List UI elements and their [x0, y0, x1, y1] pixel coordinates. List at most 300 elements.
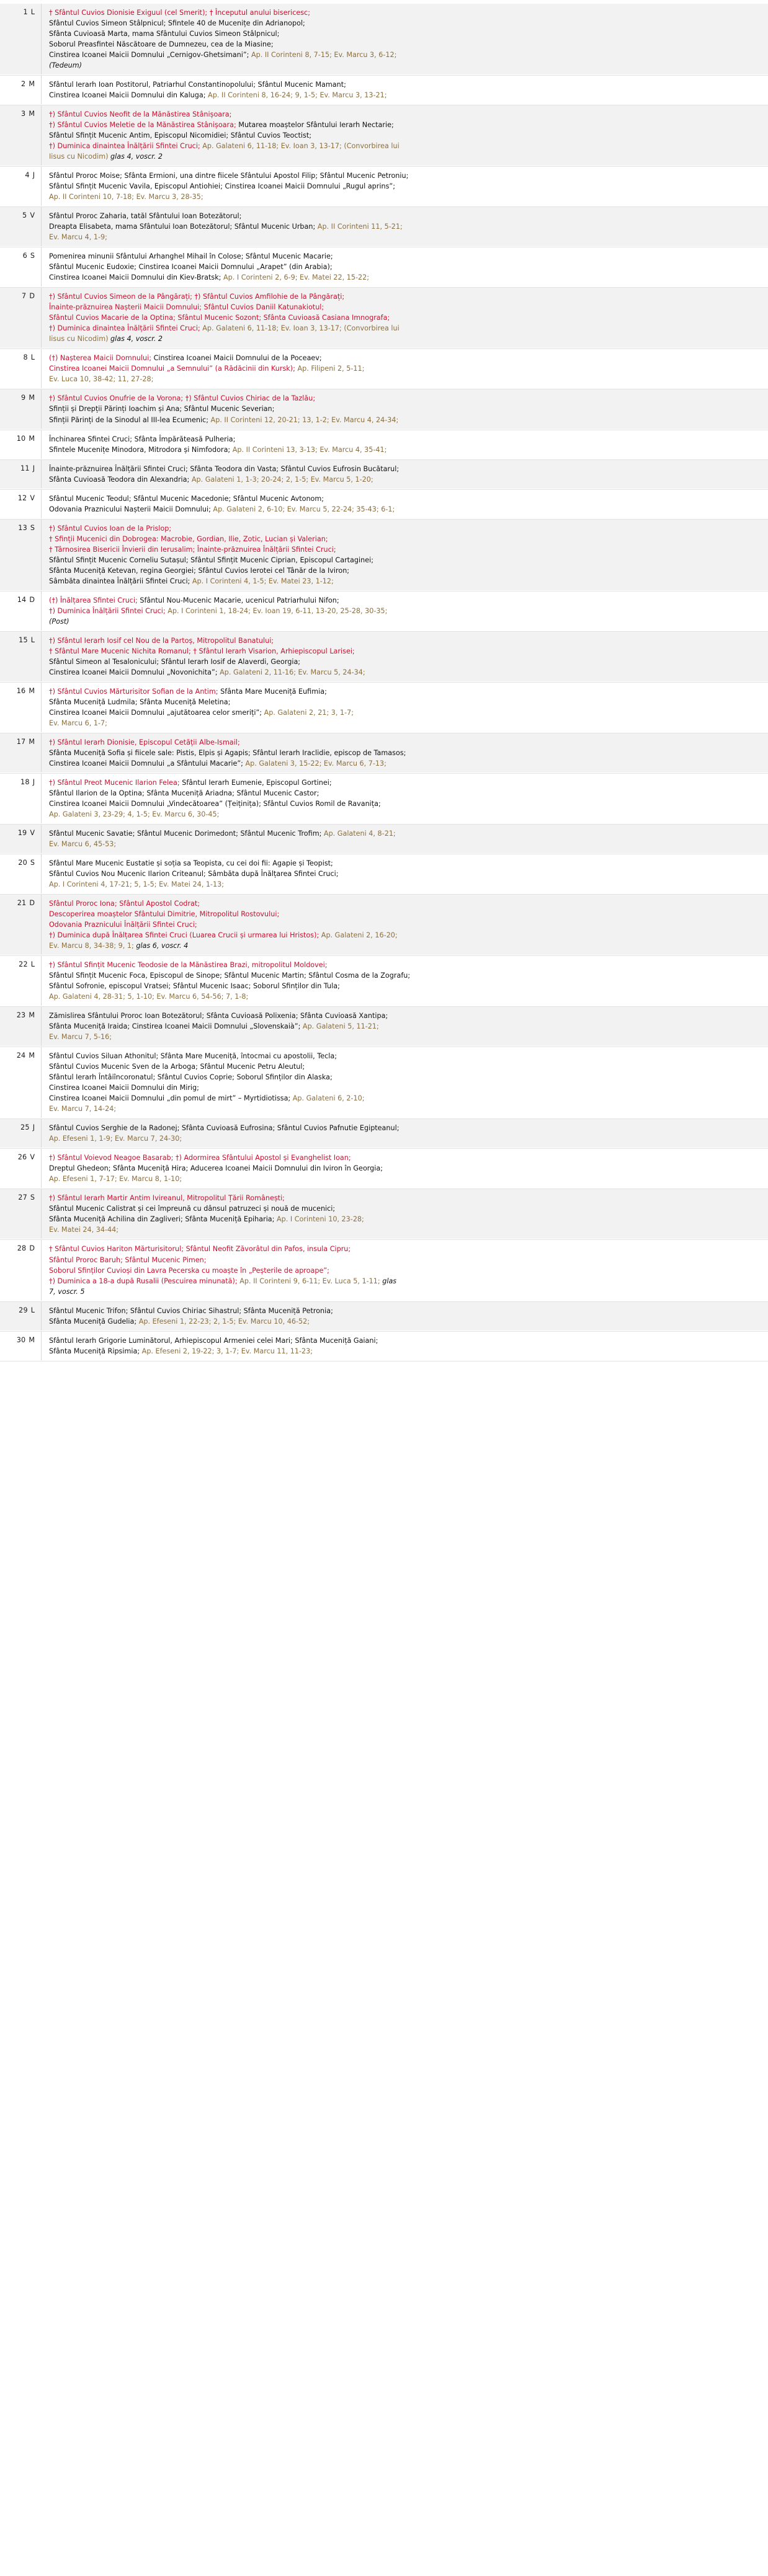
entry-line — [49, 646, 761, 657]
entry-segment: †) Duminica Înălțării Sfintei Cruci; — [49, 606, 166, 615]
day-cell — [0, 459, 42, 489]
day-entry-text — [42, 105, 768, 166]
entry-segment: † Sfântul Cuvios Dionisie Exiguul (cel Smerit); † Începutul anului bisericesc; — [49, 9, 310, 17]
entry-segment: glas 4, voscr. 2 — [108, 335, 163, 343]
entry-segment: (†) Nașterea Maicii Domnului; — [49, 354, 152, 363]
day-entry-text — [42, 956, 768, 1006]
entry-segment: Sfântul Ierarh Eumenie, Episcopul Gortinei; — [179, 778, 332, 787]
entry-line — [49, 718, 761, 728]
entry-line — [49, 1174, 761, 1184]
day-cell — [0, 895, 42, 955]
entry-segment: Sfântul Sfințit Mucenic Vavila, Episcopul Antiohiei; Cinstirea Icoanei Maicii Domnului „Rugul aprins”; — [49, 182, 395, 191]
entry-segment: Ap. Galateni 6, 11-18; Ev. Ioan 3, 13-17; (Convorbirea lui — [200, 142, 400, 151]
entry-segment: Sfânta Muceniță Iraida; Cinstirea Icoanei Maicii Domnului „Slovenskaià”; — [49, 1022, 301, 1031]
entry-segment: Înainte-prăznuirea Înălțării Sfintei Cruci; Sfânta Teodora din Vasta; Sfântul Cuvios Eufrosin Bucătarul; — [49, 464, 400, 473]
entry-line — [49, 565, 761, 576]
day-number: 4 — [25, 171, 30, 180]
entry-segment: † Sfântul Mare Mucenic Nichita Romanul; † Sfântul Ierarh Visarion, Arhiepiscopul Larisei; — [49, 647, 355, 655]
entry-line — [49, 606, 761, 616]
entry-line — [49, 504, 761, 515]
entry-segment: Sfânta Muceniță Gudelia; — [49, 1317, 137, 1326]
entry-segment: Ap. I Corinteni 2, 6-9; Ev. Matei 22, 15-22; — [221, 273, 370, 282]
day-letter: J — [32, 464, 35, 472]
entry-line — [49, 544, 761, 555]
day-entry-text — [42, 349, 768, 389]
entry-segment: Ap. Galateni 2, 11-16; Ev. Marcu 5, 24-34; — [217, 668, 365, 676]
entry-line — [49, 404, 761, 414]
calendar-day-row — [0, 207, 768, 247]
day-entry-text — [42, 489, 768, 518]
day-entry-text — [42, 1189, 768, 1239]
entry-segment: Ap. I Corinteni 4, 1-5; Ev. Matei 23, 1-12; — [190, 577, 334, 585]
day-cell — [0, 1149, 42, 1188]
day-number: 20 — [18, 859, 27, 867]
entry-segment: †) Sfântul Cuvios Simeon de la Pângărați; †) Sfântul Cuvios Amfilohie de la Pângărați; — [49, 293, 345, 301]
calendar-day-row — [0, 854, 768, 894]
entry-line — [49, 232, 761, 242]
entry-line — [49, 828, 761, 839]
calendar-body — [0, 4, 768, 1361]
day-cell — [0, 519, 42, 590]
entry-segment: †) Sfântul Cuvios Onufrie de la Vorona; †) Sfântul Cuvios Chiriac de la Tazlău; — [49, 394, 316, 403]
calendar-day-row — [0, 389, 768, 429]
entry-line — [49, 809, 761, 820]
entry-segment: Sfântul Cuvios Serghie de la Radonej; Sfânta Cuvioasă Eufrosina; Sfântul Cuvios Pafnutie Egipteanul; — [49, 1124, 400, 1133]
day-entry-text — [42, 773, 768, 823]
entry-line — [49, 120, 761, 130]
day-letter: V — [30, 211, 35, 220]
entry-line — [49, 291, 761, 302]
day-letter: L — [30, 960, 35, 969]
entry-line — [49, 494, 761, 504]
calendar-day-row — [0, 4, 768, 74]
entry-line — [49, 1163, 761, 1174]
day-cell — [0, 167, 42, 206]
entry-segment: Iisus cu Nicodim) — [49, 153, 109, 161]
day-cell — [0, 854, 42, 894]
day-cell — [0, 956, 42, 1006]
entry-segment: Ap. Filipeni 2, 5-11; — [295, 365, 365, 373]
entry-segment: Ap. II Corinteni 13, 3-13; Ev. Marcu 4, 35-41; — [230, 445, 387, 454]
day-number: 1 — [23, 8, 28, 16]
calendar-day-row — [0, 956, 768, 1006]
day-number: 2 — [21, 80, 26, 89]
entry-segment: Ap. II Corinteni 8, 16-24; 9, 1-5; Ev. Marcu 3, 13-21; — [205, 91, 387, 100]
entry-segment: Ap. Efeseni 2, 19-22; 3, 1-7; Ev. Marcu 11, 11-23; — [140, 1347, 313, 1355]
entry-segment: Cinstirea Icoanei Maicii Domnului „Vindecătoarea” (Țeiținița); Sfântul Cuvios Romil de Ravanița; — [49, 799, 381, 808]
entry-line — [49, 29, 761, 39]
calendar-day-row — [0, 1301, 768, 1330]
entry-segment: Sfânta Cuvioasă Marta, mama Sfântului Cuvios Simeon Stâlpnicul; — [49, 30, 280, 38]
entry-line — [49, 181, 761, 192]
day-letter: S — [30, 1193, 35, 1202]
day-letter: S — [30, 252, 35, 260]
entry-line — [49, 130, 761, 141]
entry-line — [49, 1082, 761, 1093]
entry-segment: †) Duminica dinaintea Înălțării Sfintei Cruci; — [49, 142, 200, 151]
day-entry-text — [42, 591, 768, 631]
day-number: 17 — [16, 737, 26, 746]
entry-line — [49, 981, 761, 991]
calendar-day-row — [0, 1331, 768, 1360]
day-letter: L — [30, 635, 35, 644]
day-cell — [0, 349, 42, 389]
day-cell — [0, 489, 42, 518]
entry-segment: Ev. Marcu 8, 34-38; 9, 1; — [49, 942, 134, 950]
entry-segment: glas — [380, 1277, 397, 1285]
entry-line — [49, 312, 761, 323]
day-letter: D — [29, 595, 35, 604]
entry-line — [49, 909, 761, 919]
day-number: 16 — [16, 686, 26, 695]
entry-segment: Sfântul Sfințit Mucenic Antim, Episcopul Nicomidiei; Sfântul Cuvios Teoctist; — [49, 131, 311, 140]
calendar-day-row — [0, 105, 768, 166]
entry-line — [49, 1214, 761, 1224]
entry-line — [49, 474, 761, 485]
entry-line — [49, 323, 761, 334]
entry-segment: Cinstirea Icoanei Maicii Domnului din Kaluga; — [49, 91, 206, 100]
entry-line — [49, 1203, 761, 1214]
day-number: 9 — [21, 394, 26, 402]
day-cell — [0, 389, 42, 429]
entry-line — [49, 930, 761, 941]
entry-segment: Sfântul Cuvios Simeon Stâlpnicul; Sfintele 40 de Mucenițe din Adrianopol; — [49, 19, 305, 28]
entry-segment: Ap. Galateni 2, 16-20; — [319, 931, 398, 940]
day-entry-text — [42, 824, 768, 853]
calendar-day-row — [0, 733, 768, 772]
day-letter: S — [30, 859, 35, 867]
entry-segment: Ev. Marcu 6, 1-7; — [49, 719, 107, 727]
entry-segment: Cinstirea Icoanei Maicii Domnului din Mirig; — [49, 1084, 199, 1092]
entry-line — [49, 919, 761, 930]
entry-segment: Sfântul Ierarh Grigorie Luminătorul, Arhiepiscopul Armeniei celei Mari; Sfânta Muceniță Gaiani; — [49, 1336, 378, 1345]
calendar-day-row — [0, 682, 768, 732]
day-number: 25 — [20, 1123, 30, 1132]
day-letter: J — [32, 777, 35, 786]
day-cell — [0, 430, 42, 459]
entry-segment: Ev. Luca 10, 38-42; 11, 27-28; — [49, 375, 154, 384]
entry-line — [49, 758, 761, 769]
day-letter: M — [29, 1335, 35, 1344]
day-entry-text — [42, 459, 768, 489]
entry-segment: Cinstirea Icoanei Maicii Domnului „Cernigov-Ghetsimani”; — [49, 51, 249, 60]
calendar-day-row — [0, 1119, 768, 1148]
day-cell — [0, 1331, 42, 1360]
entry-segment: Sfântul Proroc Moise; Sfânta Ermioni, una dintre fiicele Sfântului Apostol Filip; Sfântul Mucenic Petroniu; — [49, 172, 409, 180]
day-number: 26 — [17, 1153, 27, 1162]
entry-segment: Sfântul Proroc Baruh; Sfântul Mucenic Pimen; — [49, 1255, 207, 1264]
entry-line — [49, 1133, 761, 1144]
entry-line — [49, 374, 761, 384]
entry-segment: Cinstirea Icoanei Maicii Domnului „a Semnului” (a Rădăcinii din Kursk); — [49, 365, 295, 373]
day-letter: L — [30, 8, 35, 16]
entry-segment: Închinarea Sfintei Cruci; Sfânta Împărăteasă Pulheria; — [49, 435, 236, 443]
entry-segment: Ev. Marcu 4, 1-9; — [49, 233, 107, 242]
entry-line — [49, 1153, 761, 1163]
entry-line — [49, 576, 761, 586]
day-entry-text — [42, 207, 768, 247]
day-entry-text — [42, 430, 768, 459]
day-number: 30 — [16, 1335, 26, 1344]
entry-line — [49, 707, 761, 718]
entry-segment: Ap. Galateni 3, 15-22; Ev. Marcu 6, 7-13; — [243, 759, 386, 768]
row-divider-cell — [0, 1360, 768, 1361]
calendar-day-row — [0, 591, 768, 631]
day-entry-text — [42, 854, 768, 894]
entry-segment: Sfântul Sofronie, episcopul Vratsei; Sfântul Mucenic Isaac; Soborul Sfinților din Tula; — [49, 982, 340, 991]
calendar-day-row — [0, 1007, 768, 1047]
entry-line — [49, 170, 761, 181]
day-number: 15 — [19, 635, 28, 644]
entry-segment: † Sfântul Cuvios Hariton Mărturisitorul; Sfântul Neofit Zăvorâtul din Pafos, insula Cipru; — [49, 1245, 351, 1254]
entry-line — [49, 445, 761, 455]
entry-line — [49, 1061, 761, 1072]
day-entry-text — [42, 519, 768, 590]
entry-segment: Sfântul Nou-Mucenic Macarie, ucenicul Patriarhului Nifon; — [137, 596, 339, 604]
entry-line — [49, 869, 761, 879]
entry-line — [49, 1193, 761, 1203]
entry-segment: Ap. II Corinteni 8, 7-15; Ev. Marcu 3, 6-12; — [249, 51, 397, 60]
calendar-day-row — [0, 459, 768, 489]
day-number: 11 — [20, 464, 30, 472]
entry-segment: †) Sfântul Ierarh Iosif cel Nou de la Partoș, Mitropolitul Banatului; — [49, 636, 274, 645]
entry-line — [49, 251, 761, 262]
entry-line — [49, 737, 761, 748]
entry-line — [49, 1255, 761, 1265]
entry-segment: Sfântul Cuvios Siluan Athonitul; Sfânta Mare Muceniță, întocmai cu apostolii, Tecla; — [49, 1052, 337, 1061]
day-cell — [0, 1301, 42, 1330]
entry-line — [49, 464, 761, 474]
entry-segment: Sfânta Muceniță Ludmila; Sfânta Muceniță Meletina; — [49, 697, 231, 706]
entry-segment: †) Sfântul Ierarh Dionisie, Episcopul Cetății Albe-Ismail; — [49, 738, 240, 746]
day-cell — [0, 247, 42, 287]
entry-segment: Sfintele Mucenițe Minodora, Mitrodora și Nimfodora; — [49, 445, 231, 454]
day-cell — [0, 76, 42, 105]
day-cell — [0, 1119, 42, 1148]
entry-segment: † Sfinții Mucenici din Dobrogea: Macrobie, Gordian, Ilie, Zotic, Lucian și Valerian; — [49, 534, 328, 543]
entry-segment: Sfânta Muceniță Ripsimia; — [49, 1347, 140, 1355]
day-cell — [0, 631, 42, 681]
day-cell — [0, 105, 42, 166]
entry-line — [49, 788, 761, 799]
entry-line — [49, 221, 761, 232]
entry-segment: †) Sfântul Preot Mucenic Ilarion Felea; — [49, 778, 180, 787]
entry-segment: glas 4, voscr. 2 — [108, 153, 163, 161]
entry-line — [49, 970, 761, 981]
day-number: 3 — [21, 110, 26, 118]
entry-line — [49, 1276, 761, 1286]
entry-segment: Cinstirea Icoanei Maicii Domnului „din pomul de mirt” – Myrtidiotissa; — [49, 1094, 291, 1103]
entry-segment: Sfânta Muceniță Achilina din Zagliveri; Sfânta Muceniță Epiharia; — [49, 1215, 275, 1224]
entry-segment: Ev. Marcu 6, 45-53; — [49, 840, 117, 848]
day-entry-text — [42, 1119, 768, 1148]
entry-segment: Ap. Galateni 5, 11-21; — [300, 1022, 379, 1031]
day-cell — [0, 1007, 42, 1047]
day-letter: V — [30, 828, 35, 837]
entry-line — [49, 1316, 761, 1327]
entry-line — [49, 879, 761, 890]
day-cell — [0, 682, 42, 732]
day-number: 6 — [22, 252, 27, 260]
calendar-day-row — [0, 167, 768, 206]
entry-segment: †) Sfântul Cuvios Neofit de la Mănăstirea Stânișoara; — [49, 110, 232, 119]
day-number: 14 — [17, 595, 27, 604]
entry-segment: (Tedeum) — [49, 61, 83, 70]
entry-segment: †) Duminica după Înălțarea Sfintei Cruci (Luarea Crucii și urmarea lui Hristos); — [49, 931, 319, 940]
entry-line — [49, 1104, 761, 1114]
entry-segment: Ap. I Corinteni 1, 18-24; Ev. Ioan 19, 6-11, 13-20, 25-28, 30-35; — [165, 606, 388, 615]
day-number: 21 — [17, 899, 27, 908]
calendar-day-row — [0, 824, 768, 853]
entry-line — [49, 534, 761, 544]
entry-line — [49, 1265, 761, 1276]
entry-line — [49, 1286, 761, 1297]
entry-segment: Descoperirea moaștelor Sfântului Dimitrie, Mitropolitul Rostovului; — [49, 910, 280, 919]
entry-segment: Ap. I Corinteni 10, 23-28; — [274, 1215, 364, 1224]
entry-segment: Ap. Galateni 4, 28-31; 5, 1-10; Ev. Marcu 6, 54-56; 7, 1-8; — [49, 993, 249, 1001]
day-letter: D — [29, 292, 35, 301]
calendar-day-row — [0, 489, 768, 518]
entry-line — [49, 272, 761, 283]
entry-segment: Sfânta Mare Muceniță Eufimia; — [218, 687, 327, 696]
entry-line — [49, 595, 761, 606]
day-entry-text — [42, 4, 768, 74]
day-letter: V — [30, 494, 35, 502]
day-letter: M — [29, 434, 35, 443]
entry-segment: Sfântul Proroc Iona; Sfântul Apostol Codrat; — [49, 900, 200, 908]
day-number: 8 — [23, 353, 28, 362]
entry-segment: Ap. Galateni 6, 11-18; Ev. Ioan 3, 13-17; (Convorbirea lui — [200, 324, 400, 333]
entry-segment: Cinstirea Icoanei Maicii Domnului „ajutătoarea celor smeriți”; — [49, 708, 262, 717]
entry-segment: Sfântul Mucenic Calistrat și cei împreună cu dânsul patruzeci și nouă de mucenici; — [49, 1205, 336, 1213]
day-number: 19 — [17, 828, 27, 837]
entry-segment: Ap. II Corinteni 12, 20-21; 13, 1-2; Ev. Marcu 4, 24-34; — [208, 415, 399, 424]
day-letter: M — [29, 737, 35, 746]
entry-segment: Sfânta Muceniță Ketevan, regina Georgiei; Sfântul Cuvios Ierotei cel Tânăr de la Iviron; — [49, 566, 350, 575]
day-entry-text — [42, 631, 768, 681]
entry-line — [49, 7, 761, 18]
entry-line — [49, 941, 761, 951]
entry-segment: Ap. I Corinteni 4, 17-21; 5, 1-5; Ev. Matei 24, 1-13; — [49, 880, 224, 889]
entry-line — [49, 302, 761, 312]
entry-segment: †) Sfântul Sfințit Mucenic Teodosie de la Mănăstirea Brazi, mitropolitul Moldovei; — [49, 961, 328, 970]
day-letter: M — [29, 110, 35, 118]
entry-segment: Sfântul Ierarh Întâiîncoronatul; Sfântul Cuvios Coprie; Soborul Sfinților din Alaska; — [49, 1073, 333, 1082]
entry-line — [49, 1072, 761, 1082]
entry-segment: Sfântul Mucenic Teodul; Sfântul Mucenic Macedonie; Sfântul Mucenic Avtonom; — [49, 494, 324, 503]
day-number: 24 — [16, 1051, 26, 1060]
day-entry-text — [42, 1301, 768, 1330]
calendar-day-row — [0, 519, 768, 590]
entry-line — [49, 393, 761, 404]
entry-segment: Ev. Matei 24, 34-44; — [49, 1226, 118, 1234]
entry-line — [49, 898, 761, 909]
entry-segment: Soborul Preasfintei Născătoare de Dumnezeu, cea de la Miasine; — [49, 40, 274, 49]
entry-line — [49, 18, 761, 29]
entry-segment: (Post) — [49, 617, 69, 626]
entry-segment: Zămislirea Sfântului Proroc Ioan Botezătorul; Sfânta Cuvioasă Polixenia; Sfânta Cuvioasă Xantipa; — [49, 1012, 388, 1020]
day-letter: M — [29, 686, 35, 695]
calendar-day-row — [0, 349, 768, 389]
entry-line — [49, 1306, 761, 1316]
entry-segment: Sfântul Mucenic Trifon; Sfântul Cuvios Chiriac Sihastrul; Sfânta Muceniță Petronia; — [49, 1306, 333, 1315]
entry-line — [49, 90, 761, 100]
entry-segment: Ap. Efeseni 1, 22-23; 2, 1-5; Ev. Marcu 10, 46-52; — [136, 1317, 310, 1326]
entry-line — [49, 555, 761, 565]
day-number: 29 — [19, 1306, 28, 1314]
day-number: 23 — [16, 1011, 26, 1020]
entry-segment: (†) Înălțarea Sfintei Cruci; — [49, 596, 138, 604]
day-number: 13 — [18, 523, 27, 532]
entry-segment: Ap. Galateni 1, 1-3; 20-24; 2, 1-5; Ev. Marcu 5, 1-20; — [189, 475, 373, 484]
entry-segment: Sfântul Sfințit Mucenic Foca, Episcopul de Sinope; Sfântul Mucenic Martin; Sfântul Cosma de la Zografu; — [49, 972, 411, 980]
day-entry-text — [42, 389, 768, 429]
day-letter: L — [30, 353, 35, 362]
entry-line — [49, 1032, 761, 1042]
day-cell — [0, 1240, 42, 1301]
entry-segment: Ap. II Corinteni 9, 6-11; Ev. Luca 5, 1-11; — [237, 1277, 380, 1285]
day-letter: M — [29, 394, 35, 402]
day-letter: M — [29, 1011, 35, 1020]
day-letter: M — [29, 1051, 35, 1060]
entry-segment: Ev. Marcu 7, 5-16; — [49, 1033, 112, 1042]
entry-line — [49, 657, 761, 667]
day-entry-text — [42, 895, 768, 955]
entry-line — [49, 1093, 761, 1104]
entry-segment: Odovania Praznicului Înălțării Sfintei Cruci; — [49, 921, 197, 929]
day-entry-text — [42, 1331, 768, 1360]
entry-segment: Ap. II Corinteni 10, 7-18; Ev. Marcu 3, 28-35; — [49, 193, 203, 201]
day-entry-text — [42, 1240, 768, 1301]
entry-segment: Sfinții și Drepții Părinți Ioachim și Ana; Sfântul Mucenic Severian; — [49, 405, 275, 414]
calendar-day-row — [0, 76, 768, 105]
entry-segment: Sfântul Mucenic Savatie; Sfântul Mucenic Dorimedont; Sfântul Mucenic Trofim; — [49, 829, 322, 838]
calendar-day-row — [0, 288, 768, 348]
day-letter: J — [32, 1123, 35, 1132]
day-number: 12 — [17, 494, 27, 502]
day-letter: S — [30, 523, 35, 532]
entry-line — [49, 192, 761, 202]
entry-line — [49, 60, 761, 71]
entry-line — [49, 262, 761, 272]
entry-segment: Sfântul Ierarh Ioan Postitorul, Patriarhul Constantinopolului; Sfântul Mucenic Mamant; — [49, 81, 346, 89]
entry-segment: Soborul Sfinților Cuvioși din Lavra Pecerska cu moaște în „Peșterile de aproape”; — [49, 1266, 329, 1275]
entry-segment: Sfântul Cuvios Nou Mucenic Ilarion Criteanul; Sâmbăta după Înălțarea Sfintei Cruci; — [49, 870, 339, 879]
entry-line — [49, 363, 761, 374]
entry-line — [49, 667, 761, 678]
entry-segment: †) Duminica dinaintea Înălțării Sfintei Cruci; — [49, 324, 200, 333]
day-cell — [0, 1047, 42, 1118]
entry-line — [49, 211, 761, 221]
day-cell — [0, 733, 42, 772]
entry-line — [49, 777, 761, 788]
entry-line — [49, 858, 761, 869]
entry-line — [49, 686, 761, 697]
entry-line — [49, 79, 761, 90]
entry-segment: Ap. Galateni 2, 6-10; Ev. Marcu 5, 22-24; 35-43; 6-1; — [210, 505, 395, 513]
calendar-day-row — [0, 895, 768, 955]
entry-segment: †) Sfântul Ierarh Martir Antim Ivireanul, Mitropolitul Țării Românești; — [49, 1194, 285, 1203]
calendar-day-row — [0, 430, 768, 459]
day-entry-text — [42, 733, 768, 772]
calendar-day-row — [0, 631, 768, 681]
day-cell — [0, 207, 42, 247]
entry-segment: Sfântul Cuvios Macarie de la Optina; Sfântul Mucenic Sozont; Sfânta Cuvioasă Casiana Imnografa; — [49, 314, 390, 322]
calendar-day-row — [0, 1047, 768, 1118]
entry-line — [49, 799, 761, 809]
entry-segment: Sfântul Ilarion de la Optina; Sfânta Muceniță Ariadna; Sfântul Mucenic Castor; — [49, 789, 319, 797]
entry-line — [49, 434, 761, 445]
